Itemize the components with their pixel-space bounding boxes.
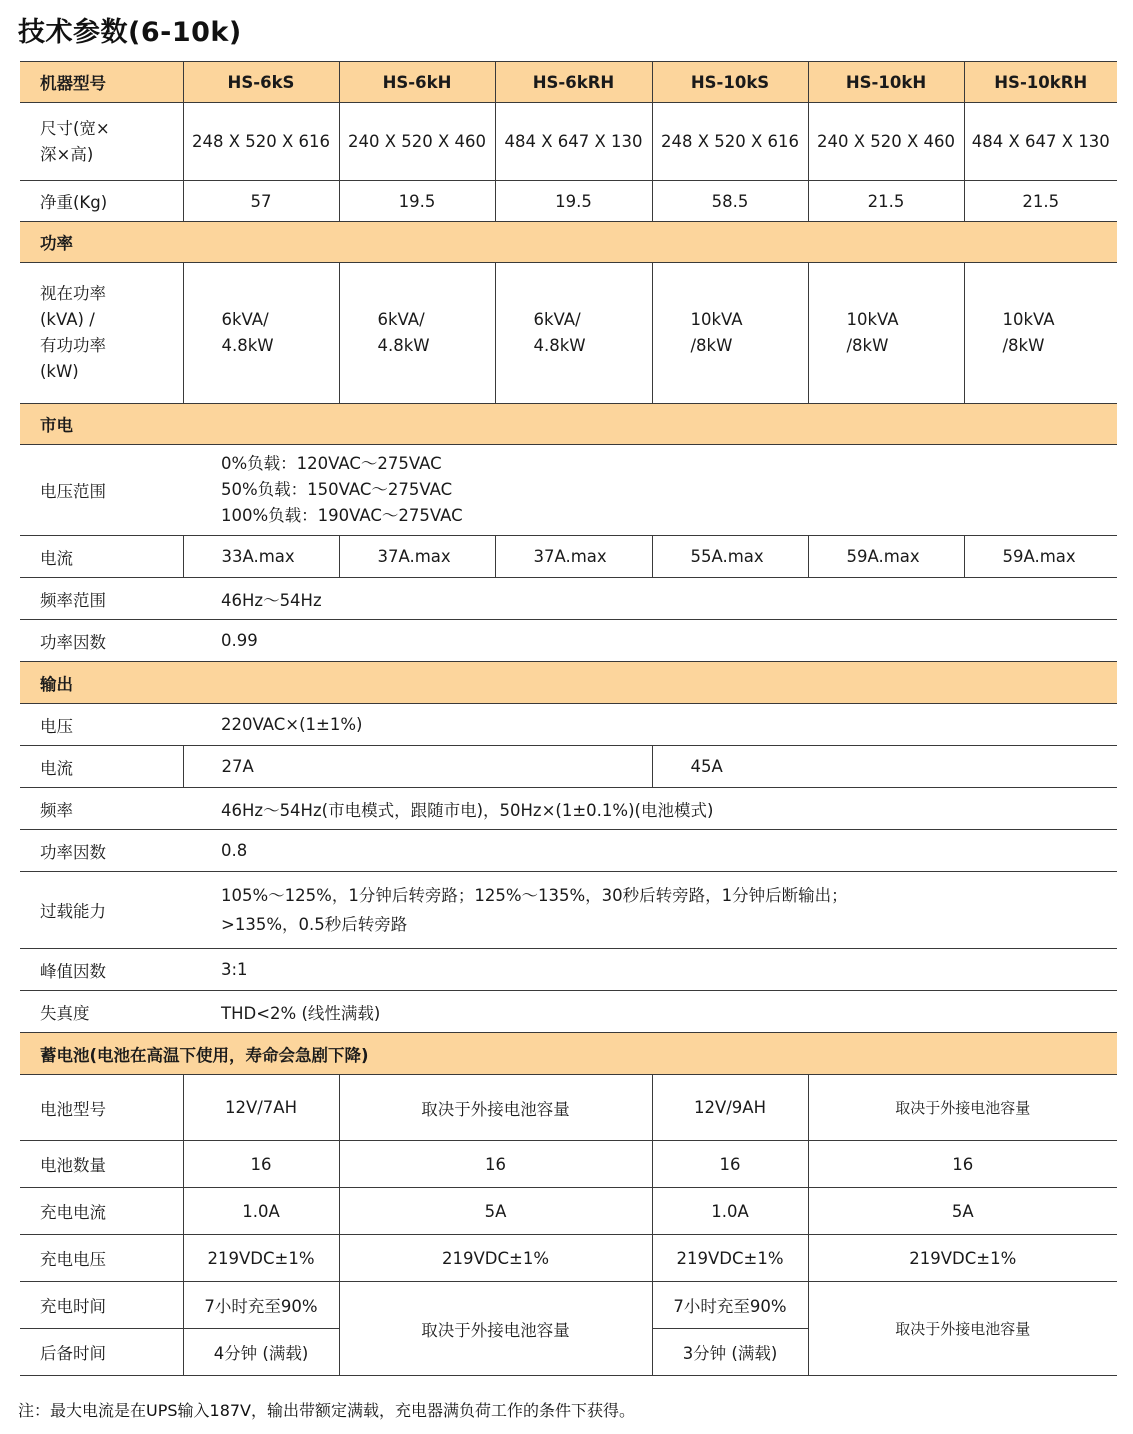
output-crest-value: 3:1 bbox=[183, 949, 1117, 991]
size-value: 484 X 647 X 130 bbox=[964, 103, 1117, 181]
weight-value: 58.5 bbox=[652, 181, 808, 222]
spec-table bbox=[20, 61, 1117, 1376]
row-label: 频率范围 bbox=[20, 578, 183, 620]
charge-time-value: 7小时充至90% bbox=[652, 1282, 808, 1329]
row-label: 电流 bbox=[20, 536, 183, 578]
size-value: 248 X 520 X 616 bbox=[652, 103, 808, 181]
section-output bbox=[20, 662, 1117, 704]
row-label: 功率因数 bbox=[20, 620, 183, 662]
battery-count-value: 16 bbox=[339, 1141, 652, 1188]
mains-current-row bbox=[20, 536, 1117, 578]
output-crest-row bbox=[20, 949, 1117, 991]
battery-charge-voltage-row bbox=[20, 1235, 1117, 1282]
battery-count-value: 16 bbox=[652, 1141, 808, 1188]
model-name: HS-10kH bbox=[808, 62, 964, 103]
row-label: 频率 bbox=[20, 788, 183, 830]
battery-count-value: 16 bbox=[808, 1141, 1117, 1188]
row-label: 净重(Kg) bbox=[20, 181, 183, 222]
charge-time-value: 取决于外接电池容量 bbox=[339, 1282, 652, 1376]
header-label: 机器型号 bbox=[20, 62, 183, 103]
size-value: 240 X 520 X 460 bbox=[339, 103, 495, 181]
section-title: 输出 bbox=[20, 662, 1117, 704]
backup-time-value: 4分钟 (满载) bbox=[183, 1329, 339, 1376]
row-label: 过载能力 bbox=[20, 872, 183, 949]
page-title: 技术参数(6-10k) bbox=[18, 17, 242, 48]
output-current-6k: 27A bbox=[183, 746, 652, 788]
size-value: 240 X 520 X 460 bbox=[808, 103, 964, 181]
footnote: 注：最大电流是在UPS输入187V，输出带额定满载，充电器满负荷工作的条件下获得。 bbox=[18, 1401, 636, 1420]
power-value: 10kVA /8kW bbox=[964, 263, 1117, 404]
power-value: 10kVA /8kW bbox=[652, 263, 808, 404]
model-name: HS-10kS bbox=[652, 62, 808, 103]
power-value: 6kVA/ 4.8kW bbox=[495, 263, 652, 404]
weight-value: 19.5 bbox=[495, 181, 652, 222]
mains-voltage-row bbox=[20, 445, 1117, 536]
output-voltage-value: 220VAC×(1±1%) bbox=[183, 704, 1117, 746]
charge-current-value: 5A bbox=[339, 1188, 652, 1235]
battery-type-value: 取决于外接电池容量 bbox=[808, 1075, 1117, 1141]
weight-value: 21.5 bbox=[808, 181, 964, 222]
section-title: 市电 bbox=[20, 404, 1117, 445]
battery-count-value: 16 bbox=[183, 1141, 339, 1188]
battery-type-value: 取决于外接电池容量 bbox=[339, 1075, 652, 1141]
section-title: 蓄电池(电池在高温下使用，寿命会急剧下降) bbox=[20, 1033, 1117, 1075]
output-current-row bbox=[20, 746, 1117, 788]
output-pf-row bbox=[20, 830, 1117, 872]
battery-charge-current-row bbox=[20, 1188, 1117, 1235]
output-thd-value: THD<2% (线性满载) bbox=[183, 991, 1117, 1033]
mains-current-value: 55A.max bbox=[652, 536, 808, 578]
power-value: 6kVA/ 4.8kW bbox=[339, 263, 495, 404]
row-label: 尺寸(宽× 深×高) bbox=[20, 103, 183, 181]
mains-voltage-value: 0%负载：120VAC～275VAC 50%负载：150VAC～275VAC 100%负载：190VAC～275VAC bbox=[183, 445, 1117, 536]
model-name: HS-10kRH bbox=[964, 62, 1117, 103]
output-thd-row bbox=[20, 991, 1117, 1033]
mains-freq-value: 46Hz～54Hz bbox=[183, 578, 1117, 620]
mains-pf-value: 0.99 bbox=[183, 620, 1117, 662]
size-value: 248 X 520 X 616 bbox=[183, 103, 339, 181]
section-title: 功率 bbox=[20, 222, 1117, 263]
output-overload-row bbox=[20, 872, 1117, 949]
model-name: HS-6kS bbox=[183, 62, 339, 103]
backup-time-value: 3分钟 (满载) bbox=[652, 1329, 808, 1376]
mains-current-value: 37A.max bbox=[495, 536, 652, 578]
output-current-10k: 45A bbox=[652, 746, 1117, 788]
charge-current-value: 1.0A bbox=[183, 1188, 339, 1235]
row-label: 充电时间 bbox=[20, 1282, 183, 1329]
model-name: HS-6kH bbox=[339, 62, 495, 103]
row-label: 电流 bbox=[20, 746, 183, 788]
row-label: 电压 bbox=[20, 704, 183, 746]
charge-current-value: 1.0A bbox=[652, 1188, 808, 1235]
header-row bbox=[20, 62, 1117, 103]
mains-freq-row bbox=[20, 578, 1117, 620]
row-label: 电池型号 bbox=[20, 1075, 183, 1141]
charge-time-value: 取决于外接电池容量 bbox=[808, 1282, 1117, 1376]
row-label: 电压范围 bbox=[20, 445, 183, 536]
row-label: 电池数量 bbox=[20, 1141, 183, 1188]
charge-time-value: 7小时充至90% bbox=[183, 1282, 339, 1329]
size-value: 484 X 647 X 130 bbox=[495, 103, 652, 181]
weight-value: 57 bbox=[183, 181, 339, 222]
charge-voltage-value: 219VDC±1% bbox=[339, 1235, 652, 1282]
mains-current-value: 37A.max bbox=[339, 536, 495, 578]
power-row bbox=[20, 263, 1117, 404]
row-label: 充电电压 bbox=[20, 1235, 183, 1282]
output-freq-row bbox=[20, 788, 1117, 830]
battery-charge-time-row bbox=[20, 1282, 1117, 1329]
charge-voltage-value: 219VDC±1% bbox=[808, 1235, 1117, 1282]
row-label: 视在功率 (kVA) / 有功功率 (kW) bbox=[20, 263, 183, 404]
model-name: HS-6kRH bbox=[495, 62, 652, 103]
section-mains bbox=[20, 404, 1117, 445]
row-label: 峰值因数 bbox=[20, 949, 183, 991]
mains-current-value: 33A.max bbox=[183, 536, 339, 578]
row-label: 后备时间 bbox=[20, 1329, 183, 1376]
power-value: 10kVA /8kW bbox=[808, 263, 964, 404]
charge-voltage-value: 219VDC±1% bbox=[183, 1235, 339, 1282]
weight-value: 19.5 bbox=[339, 181, 495, 222]
output-voltage-row bbox=[20, 704, 1117, 746]
mains-current-value: 59A.max bbox=[964, 536, 1117, 578]
battery-type-value: 12V/7AH bbox=[183, 1075, 339, 1141]
row-label: 功率因数 bbox=[20, 830, 183, 872]
section-power bbox=[20, 222, 1117, 263]
power-value: 6kVA/ 4.8kW bbox=[183, 263, 339, 404]
charge-current-value: 5A bbox=[808, 1188, 1117, 1235]
size-row bbox=[20, 103, 1117, 181]
mains-current-value: 59A.max bbox=[808, 536, 964, 578]
weight-row bbox=[20, 181, 1117, 222]
battery-count-row bbox=[20, 1141, 1117, 1188]
output-pf-value: 0.8 bbox=[183, 830, 1117, 872]
battery-type-row bbox=[20, 1075, 1117, 1141]
output-overload-value: 105%～125%，1分钟后转旁路；125%～135%，30秒后转旁路，1分钟后断输出； >135%，0.5秒后转旁路 bbox=[183, 872, 1117, 949]
battery-type-value: 12V/9AH bbox=[652, 1075, 808, 1141]
output-freq-value: 46Hz～54Hz(市电模式，跟随市电)，50Hz×(1±0.1%)(电池模式) bbox=[183, 788, 1117, 830]
charge-voltage-value: 219VDC±1% bbox=[652, 1235, 808, 1282]
weight-value: 21.5 bbox=[964, 181, 1117, 222]
row-label: 充电电流 bbox=[20, 1188, 183, 1235]
row-label: 失真度 bbox=[20, 991, 183, 1033]
mains-pf-row bbox=[20, 620, 1117, 662]
section-battery bbox=[20, 1033, 1117, 1075]
